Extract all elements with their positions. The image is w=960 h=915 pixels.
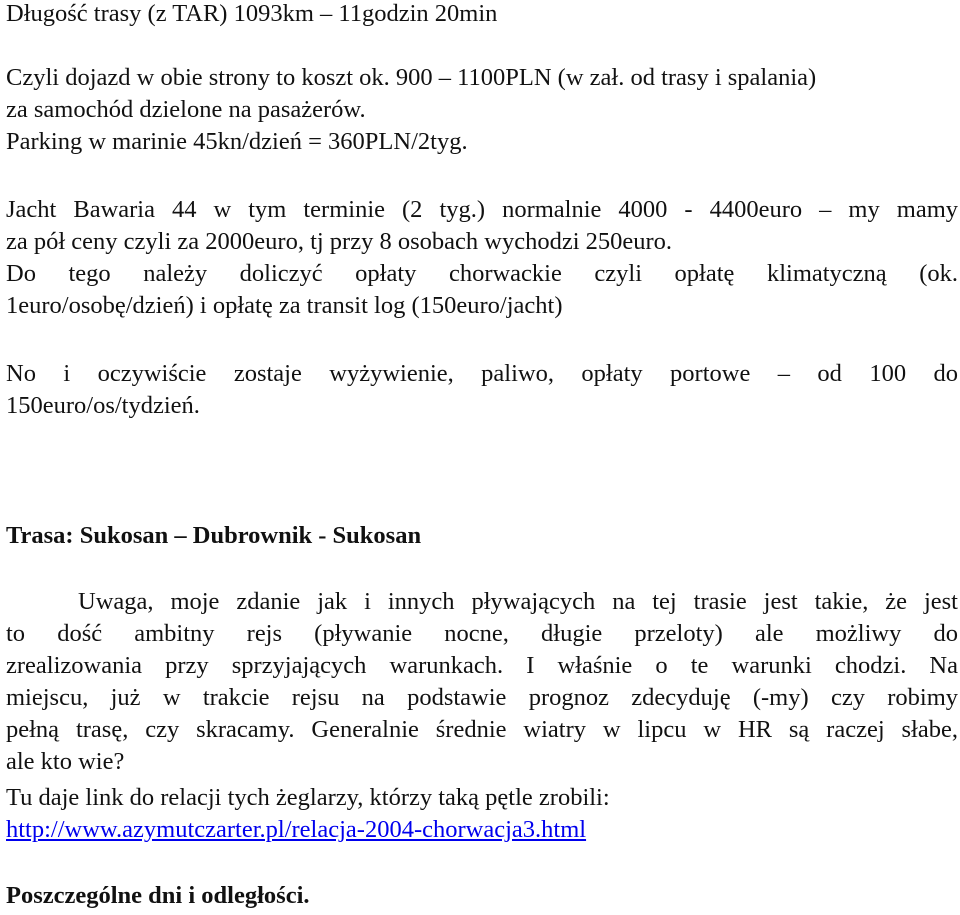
relation-link[interactable]: http://www.azymutczarter.pl/relacja-2004-chorwacja3.html <box>6 816 587 843</box>
route-paragraph-line-6: ale kto wie? <box>6 748 125 775</box>
route-paragraph-line-4: miejscu, już w trakcie rejsu na podstawie prognoz zdecyduję (-my) czy robimy <box>6 684 958 711</box>
route-paragraph-line-3: zrealizowania przy sprzyjających warunkach. I właśnie o te warunki chodzi. Na <box>6 652 958 679</box>
yacht-line-1: Jacht Bawaria 44 w tym terminie (2 tyg.) normalnie 4000 - 4400euro – my mamy <box>6 196 958 223</box>
days-heading: Poszczególne dni i odległości. <box>6 882 310 909</box>
extra-costs-line-2: 150euro/os/tydzień. <box>6 392 200 419</box>
route-length-text: Długość trasy (z TAR) 1093km – 11godzin 20min <box>6 0 498 27</box>
route-paragraph-line-5: pełną trasę, czy skracamy. Generalnie średnie wiatry w lipcu w HR są raczej słabe, <box>6 716 958 743</box>
link-intro-text: Tu daje link do relacji tych żeglarzy, którzy taką pętle zrobili: <box>6 784 610 811</box>
yacht-line-2: za pół ceny czyli za 2000euro, tj przy 8 osobach wychodzi 250euro. <box>6 228 673 255</box>
route-paragraph-line-1: Uwaga, moje zdanie jak i innych pływających na tej trasie jest takie, że jest <box>78 588 958 615</box>
route-paragraph-line-2: to dość ambitny rejs (pływanie nocne, długie przeloty) ale możliwy do <box>6 620 958 647</box>
extra-costs-line-1: No i oczywiście zostaje wyżywienie, paliwo, opłaty portowe – od 100 do <box>6 360 958 387</box>
cost-line-3: Parking w marinie 45kn/dzień = 360PLN/2tyg. <box>6 128 468 155</box>
route-heading: Trasa: Sukosan – Dubrownik - Sukosan <box>6 522 422 549</box>
cost-line-2: za samochód dzielone na pasażerów. <box>6 96 366 123</box>
yacht-line-3: Do tego należy doliczyć opłaty chorwackie czyli opłatę klimatyczną (ok. <box>6 260 958 287</box>
cost-line-1: Czyli dojazd w obie strony to koszt ok. 900 – 1100PLN (w zał. od trasy i spalania) <box>6 64 817 91</box>
yacht-line-4: 1euro/osobę/dzień) i opłatę za transit log (150euro/jacht) <box>6 292 563 319</box>
link-row <box>6 814 958 846</box>
